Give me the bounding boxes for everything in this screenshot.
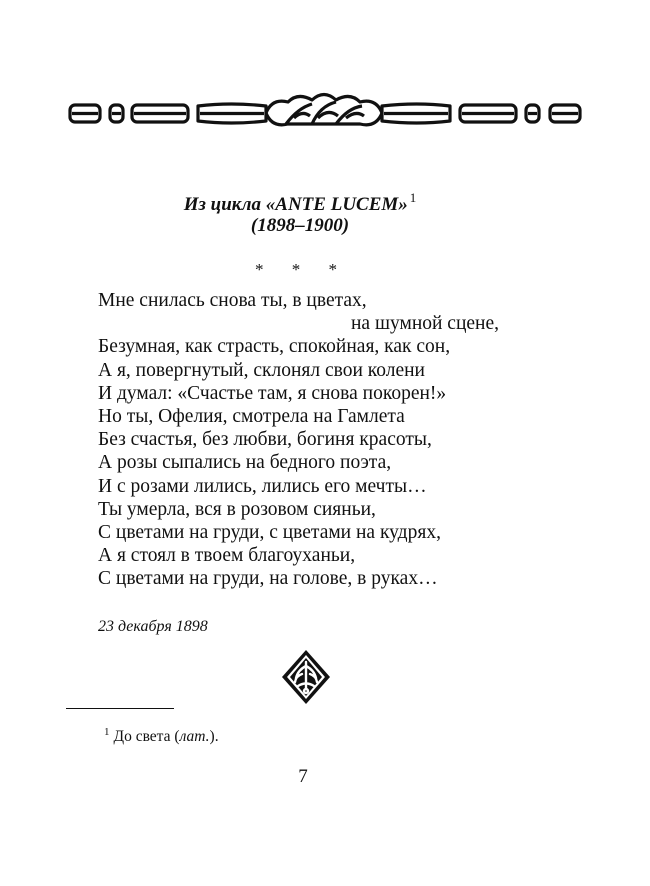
cycle-title-text: Из цикла «ANTE LUCEM» [183,194,408,215]
section-separator: * * * [255,260,349,279]
footnote [104,726,219,746]
poem-line: С цветами на груди, с цветами на кудрях, [98,521,441,543]
page-number: 7 [298,766,308,787]
poem-line: Мне снилась снова ты, в цветах, [98,290,367,311]
cycle-title [0,190,600,216]
footnote-lang: лат. [179,728,210,745]
poem-line: на шумной сцене, [351,313,500,335]
footnote-divider [66,708,174,709]
bottom-ornament-icon [280,648,332,706]
footnote-text: До света ( [113,728,180,745]
poem-line: Без счастья, без любви, богиня красоты, [98,429,432,451]
footnote-mark: 1 [104,726,110,738]
poem-line: Но ты, Офелия, смотрела на Гамлета [98,405,405,427]
poem [98,289,538,590]
cycle-years: (1898–1900) [250,215,350,236]
footnote-end: ). [209,728,219,745]
poem-line: Ты умерла, вся в розовом сияньи, [98,498,376,520]
poem-line: И с розами лились, лились его мечты… [98,475,427,497]
poem-date: 23 декабря 1898 [98,618,208,635]
poem-line: И думал: «Счастье там, я снова покорен!» [98,382,447,404]
poem-line: А я стоял в твоем благоуханьи, [98,545,356,567]
top-ornament-border [66,88,586,134]
poem-line: Безумная, как страсть, спокойная, как сон, [98,336,451,358]
poem-line: А розы сыпались на бедного поэта, [98,452,392,474]
poem-line: С цветами на груди, на голове, в руках… [98,568,438,590]
title-footnote-mark: 1 [409,190,417,205]
poem-line: А я, повергнутый, склонял свои колени [98,359,425,381]
